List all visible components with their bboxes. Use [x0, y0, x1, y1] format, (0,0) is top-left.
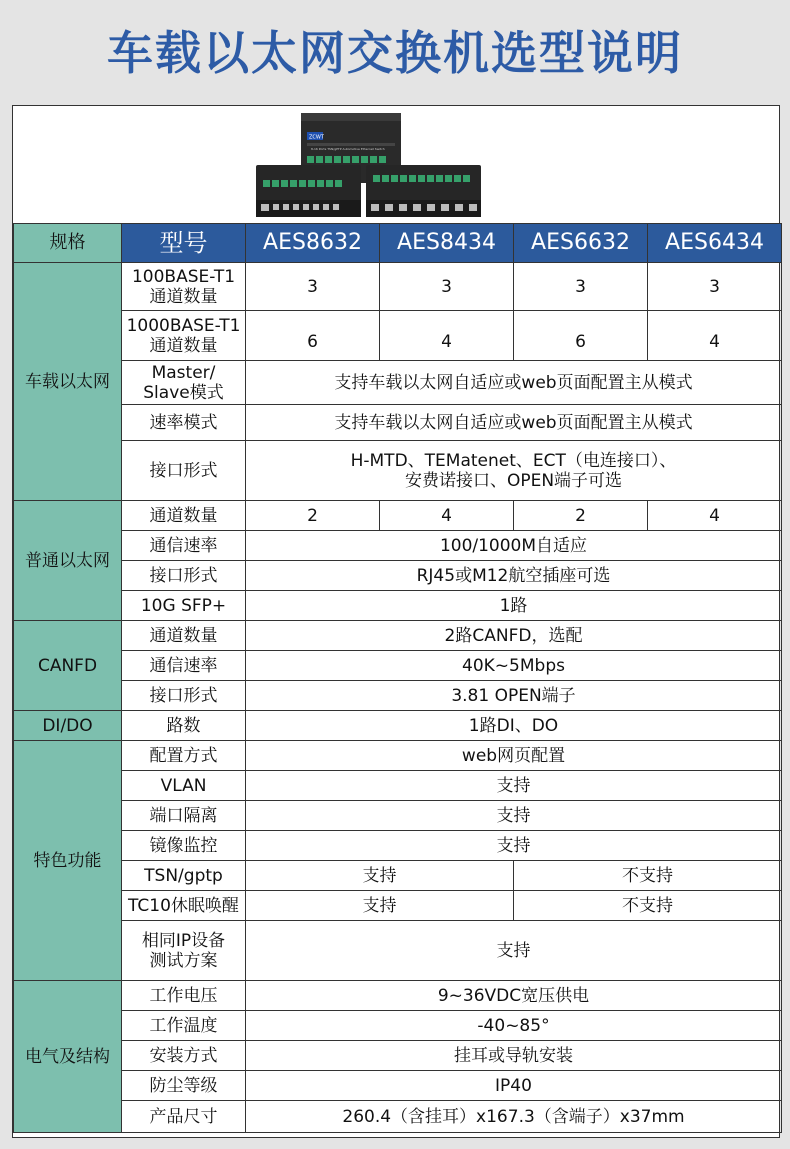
row-label-temperature: 工作温度	[122, 1011, 246, 1041]
row-label-tc10: TC10休眠唤醒	[122, 891, 246, 921]
cell-value: IP40	[246, 1071, 782, 1101]
category-dido: DI/DO	[14, 711, 122, 741]
product-image	[13, 106, 779, 223]
category-auto-eth: 车载以太网	[14, 263, 122, 501]
row-label-tsn: TSN/gptp	[122, 861, 246, 891]
cell-value: web网页配置	[246, 741, 782, 771]
cell-value: 支持	[246, 891, 514, 921]
row-label-comm-rate: 通信速率	[122, 651, 246, 681]
category-canfd: CANFD	[14, 621, 122, 711]
row-label-interface: 接口形式	[122, 681, 246, 711]
cell-value: H-MTD、TEMatenet、ECT（电连接口）、 安费诺接口、OPEN端子可选	[246, 441, 782, 501]
row-label-paths: 路数	[122, 711, 246, 741]
row-label-vlan: VLAN	[122, 771, 246, 801]
row-label-dimensions: 产品尺寸	[122, 1101, 246, 1133]
cell-value: 6	[514, 311, 648, 361]
header-row	[14, 224, 782, 263]
row-label-100base-t1: 100BASE-T1 通道数量	[122, 263, 246, 311]
row-label-port-isolation: 端口隔离	[122, 801, 246, 831]
cell-value: 4	[380, 311, 514, 361]
cell-value: 支持	[246, 921, 782, 981]
header-model-4: AES6434	[648, 224, 782, 263]
cell-value: 不支持	[514, 891, 782, 921]
cell-value: 支持车载以太网自适应或web页面配置主从模式	[246, 405, 782, 441]
row-label-config: 配置方式	[122, 741, 246, 771]
cell-value: 支持	[246, 771, 782, 801]
header-model: 型号	[122, 224, 246, 263]
spec-sheet	[12, 105, 780, 1138]
header-model-1: AES8632	[246, 224, 380, 263]
spec-table	[13, 223, 782, 1133]
header-spec: 规格	[14, 224, 122, 263]
row-label-sfp: 10G SFP+	[122, 591, 246, 621]
row-label-channels: 通道数量	[122, 621, 246, 651]
row-label-ip-rating: 防尘等级	[122, 1071, 246, 1101]
cell-value: 2路CANFD，选配	[246, 621, 782, 651]
cell-value: 3	[514, 263, 648, 311]
row-label-same-ip: 相同IP设备 测试方案	[122, 921, 246, 981]
cell-value: 260.4（含挂耳）x167.3（含端子）x37mm	[246, 1101, 782, 1133]
row-label-rate-mode: 速率模式	[122, 405, 246, 441]
cell-value: 6	[246, 311, 380, 361]
cell-value: 2	[246, 501, 380, 531]
cell-value: 1路	[246, 591, 782, 621]
row-label-interface: 接口形式	[122, 441, 246, 501]
cell-value: 支持	[246, 801, 782, 831]
cell-value: -40~85°	[246, 1011, 782, 1041]
cell-value: 3.81 OPEN端子	[246, 681, 782, 711]
row-label-master-slave: Master/ Slave模式	[122, 361, 246, 405]
cell-value: 3	[648, 263, 782, 311]
category-std-eth: 普通以太网	[14, 501, 122, 621]
row-label-voltage: 工作电压	[122, 981, 246, 1011]
cell-value: 挂耳或导轨安装	[246, 1041, 782, 1071]
cell-value: 3	[380, 263, 514, 311]
cell-value: 支持车载以太网自适应或web页面配置主从模式	[246, 361, 782, 405]
cell-value: 支持	[246, 861, 514, 891]
cell-value: 4	[648, 311, 782, 361]
row-label-comm-rate: 通信速率	[122, 531, 246, 561]
cell-value: 支持	[246, 831, 782, 861]
device-caption: 8-16 Ports TSN/gPTP Automotive Ethernet Switch	[311, 146, 385, 151]
header-model-3: AES6632	[514, 224, 648, 263]
category-features: 特色功能	[14, 741, 122, 981]
cell-value: 2	[514, 501, 648, 531]
header-model-2: AES8434	[380, 224, 514, 263]
row-label-mirror: 镜像监控	[122, 831, 246, 861]
category-electrical: 电气及结构	[14, 981, 122, 1133]
page-title: 车载以太网交换机选型说明	[107, 26, 683, 80]
cell-value: 1路DI、DO	[246, 711, 782, 741]
cell-value: RJ45或M12航空插座可选	[246, 561, 782, 591]
cell-value: 4	[648, 501, 782, 531]
row-label-1000base-t1: 1000BASE-T1 通道数量	[122, 311, 246, 361]
cell-value: 40K~5Mbps	[246, 651, 782, 681]
row-label-mounting: 安装方式	[122, 1041, 246, 1071]
row-label-channels: 通道数量	[122, 501, 246, 531]
cell-value: 4	[380, 501, 514, 531]
cell-value: 3	[246, 263, 380, 311]
cell-value: 9~36VDC宽压供电	[246, 981, 782, 1011]
brand-logo-text: ZCWT	[309, 134, 324, 140]
cell-value: 不支持	[514, 861, 782, 891]
row-label-interface: 接口形式	[122, 561, 246, 591]
cell-value: 100/1000M自适应	[246, 531, 782, 561]
